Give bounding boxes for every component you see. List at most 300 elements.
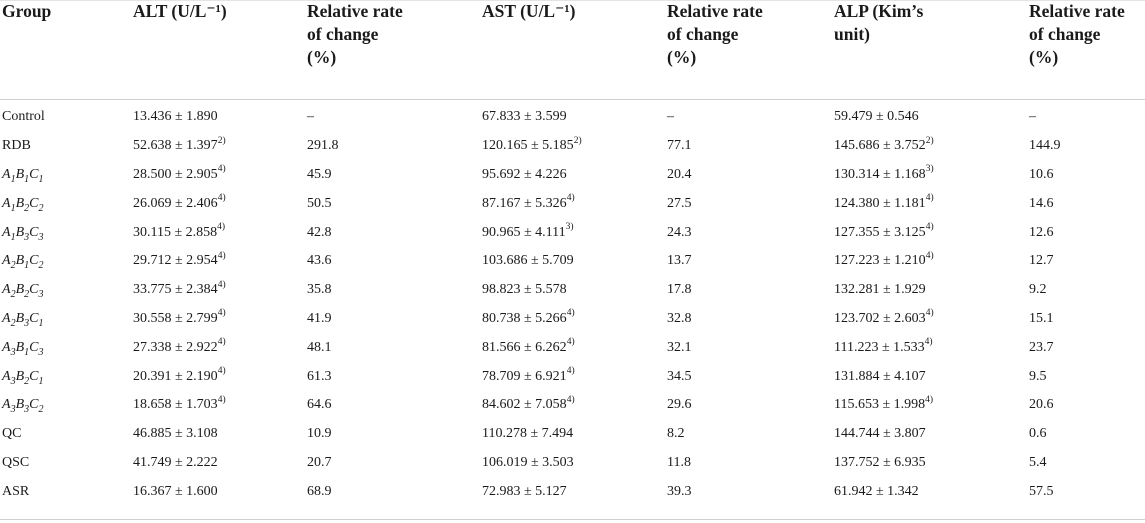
header-line: unit) xyxy=(834,24,870,44)
cell-value: 10.6 xyxy=(1029,166,1054,182)
header-alt xyxy=(133,0,307,100)
factor-letter: A xyxy=(2,282,11,298)
table-row xyxy=(0,218,1145,247)
cell-group xyxy=(0,276,133,305)
group-factors xyxy=(2,397,44,416)
cell-value: – xyxy=(667,109,674,125)
table-row xyxy=(0,276,1145,305)
cell-value: 59.479 ± 0.546 xyxy=(834,109,919,125)
cell-value: 106.019 ± 3.503 xyxy=(482,454,574,470)
cell-alt-rate xyxy=(307,247,482,276)
cell-value: 23.7 xyxy=(1029,339,1054,355)
cell-alt-rate xyxy=(307,189,482,218)
cell-ast xyxy=(482,477,667,506)
factor-level: 1 xyxy=(10,173,16,185)
cell-alt-rate xyxy=(307,305,482,334)
group-factors xyxy=(2,339,44,358)
factor-letter: A xyxy=(2,339,11,355)
factor-letter: B xyxy=(15,310,25,326)
factor-level: 1 xyxy=(24,260,30,272)
significance-note: 2) xyxy=(925,135,934,146)
cell-value: 0.6 xyxy=(1029,426,1047,442)
cell-alt xyxy=(133,391,307,420)
header-line: of change xyxy=(307,24,379,44)
cell-value: 13.7 xyxy=(667,253,692,269)
factor-level: 3 xyxy=(24,317,30,329)
significance-note: 4) xyxy=(217,279,226,290)
cell-group xyxy=(0,333,133,362)
cell-alt-rate xyxy=(307,333,482,362)
cell-alp-rate xyxy=(1029,333,1145,362)
group-factors xyxy=(2,253,44,272)
cell-alp xyxy=(834,247,1029,276)
cell-value: 115.653 ± 1.998 xyxy=(834,397,926,413)
cell-ast xyxy=(482,449,667,478)
cell-alp-rate xyxy=(1029,161,1145,190)
factor-letter: A xyxy=(2,310,11,326)
cell-value: 28.500 ± 2.905 xyxy=(133,166,218,182)
cell-alp xyxy=(834,189,1029,218)
cell-alp-rate xyxy=(1029,477,1145,506)
factor-level: 3 xyxy=(10,375,16,387)
significance-note: 4) xyxy=(566,193,575,204)
factor-level: 2 xyxy=(24,375,30,387)
cell-value: 32.1 xyxy=(667,339,692,355)
cell-value: 35.8 xyxy=(307,282,332,298)
cell-value: 20.6 xyxy=(1029,397,1054,413)
factor-level: 1 xyxy=(10,231,16,243)
cell-value: 45.9 xyxy=(307,166,332,182)
factor-level: 2 xyxy=(10,317,16,329)
cell-alp xyxy=(834,305,1029,334)
cell-value: 61.942 ± 1.342 xyxy=(834,483,919,499)
cell-value: 81.566 ± 6.262 xyxy=(482,339,567,355)
cell-value: 26.069 ± 2.406 xyxy=(133,195,218,211)
cell-alp-rate xyxy=(1029,276,1145,305)
significance-note: 4) xyxy=(217,308,226,319)
cell-value: 27.338 ± 2.922 xyxy=(133,339,218,355)
significance-note: 4) xyxy=(217,250,226,261)
cell-alp xyxy=(834,420,1029,449)
cell-group: Control xyxy=(2,109,45,125)
cell-ast-rate xyxy=(667,477,834,506)
cell-alp xyxy=(834,391,1029,420)
cell-alt-rate xyxy=(307,449,482,478)
factor-letter: C xyxy=(29,195,39,211)
factor-level: 1 xyxy=(10,202,16,214)
factor-level: 1 xyxy=(38,173,44,185)
cell-value: 127.355 ± 3.125 xyxy=(834,224,926,240)
factor-level: 3 xyxy=(10,404,16,416)
cell-alp-rate xyxy=(1029,218,1145,247)
cell-value: 137.752 ± 6.935 xyxy=(834,454,926,470)
header-line: (%) xyxy=(667,47,697,67)
factor-level: 2 xyxy=(24,202,30,214)
factor-level: 1 xyxy=(38,375,44,387)
cell-value: 41.749 ± 2.222 xyxy=(133,454,218,470)
cell-group xyxy=(0,161,133,190)
cell-value: 34.5 xyxy=(667,368,692,384)
cell-ast-rate xyxy=(667,247,834,276)
cell-value: 20.391 ± 2.190 xyxy=(133,368,218,384)
table-row xyxy=(0,100,1145,132)
header-line: (%) xyxy=(1029,47,1059,67)
cell-ast xyxy=(482,420,667,449)
cell-ast xyxy=(482,391,667,420)
significance-note: 4) xyxy=(217,164,226,175)
header-line: ALP (Kim’s xyxy=(834,1,924,21)
factor-letter: B xyxy=(15,224,25,240)
cell-ast-rate xyxy=(667,305,834,334)
cell-value: 95.692 ± 4.226 xyxy=(482,166,567,182)
cell-ast xyxy=(482,218,667,247)
table-row xyxy=(0,477,1145,506)
cell-value: 16.367 ± 1.600 xyxy=(133,483,218,499)
cell-alt-rate xyxy=(307,362,482,391)
cell-value: 144.9 xyxy=(1029,138,1061,154)
cell-alp-rate xyxy=(1029,132,1145,161)
cell-alp xyxy=(834,218,1029,247)
cell-value: 78.709 ± 6.921 xyxy=(482,368,567,384)
significance-note: 3) xyxy=(565,221,574,232)
cell-value: 24.3 xyxy=(667,224,692,240)
cell-value: 33.775 ± 2.384 xyxy=(133,282,218,298)
cell-value: 5.4 xyxy=(1029,454,1047,470)
header-line: ALT (U/L⁻¹) xyxy=(133,1,227,21)
factor-level: 2 xyxy=(10,288,16,300)
header-alp-rate xyxy=(1029,0,1145,100)
cell-value: 29.6 xyxy=(667,397,692,413)
cell-ast xyxy=(482,362,667,391)
cell-alt xyxy=(133,362,307,391)
cell-alt-rate xyxy=(307,161,482,190)
cell-group: RDB xyxy=(2,138,31,154)
significance-note: 4) xyxy=(566,308,575,319)
cell-value: 17.8 xyxy=(667,282,692,298)
cell-value: 14.6 xyxy=(1029,195,1054,211)
cell-value: 12.7 xyxy=(1029,253,1054,269)
cell-alt xyxy=(133,276,307,305)
cell-group xyxy=(0,189,133,218)
cell-value: 46.885 ± 3.108 xyxy=(133,426,218,442)
cell-group: QSC xyxy=(2,454,30,470)
significance-note: 4) xyxy=(217,221,226,232)
cell-alp xyxy=(834,161,1029,190)
cell-value: 57.5 xyxy=(1029,483,1054,499)
table-row xyxy=(0,333,1145,362)
cell-alp-rate xyxy=(1029,189,1145,218)
cell-value: 12.6 xyxy=(1029,224,1054,240)
cell-alt xyxy=(133,132,307,161)
factor-letter: B xyxy=(15,195,25,211)
cell-alt-rate xyxy=(307,477,482,506)
significance-note: 4) xyxy=(566,365,575,376)
factor-letter: B xyxy=(15,166,25,182)
factor-level: 1 xyxy=(38,317,44,329)
header-line: AST (U/L⁻¹) xyxy=(482,1,576,21)
cell-value: 13.436 ± 1.890 xyxy=(133,109,218,125)
cell-alt xyxy=(133,161,307,190)
cell-alt xyxy=(133,247,307,276)
factor-level: 3 xyxy=(38,346,44,358)
header-line: Relative rate xyxy=(307,1,403,21)
cell-value: 30.558 ± 2.799 xyxy=(133,310,218,326)
cell-alp xyxy=(834,362,1029,391)
cell-ast-rate xyxy=(667,189,834,218)
header-line: of change xyxy=(667,24,739,44)
cell-group: QC xyxy=(2,426,22,442)
cell-value: 52.638 ± 1.397 xyxy=(133,138,218,154)
significance-note: 4) xyxy=(217,337,226,348)
cell-value: 145.686 ± 3.752 xyxy=(834,138,926,154)
cell-value: 124.380 ± 1.181 xyxy=(834,195,926,211)
cell-value: 41.9 xyxy=(307,310,332,326)
cell-ast-rate xyxy=(667,333,834,362)
factor-level: 3 xyxy=(24,231,30,243)
factor-letter: C xyxy=(29,397,39,413)
cell-ast xyxy=(482,305,667,334)
factor-letter: B xyxy=(15,339,25,355)
cell-value: – xyxy=(1029,109,1036,125)
cell-alt-rate xyxy=(307,276,482,305)
factor-letter: C xyxy=(29,310,39,326)
factor-letter: B xyxy=(15,397,25,413)
cell-value: 10.9 xyxy=(307,426,332,442)
significance-note: 4) xyxy=(217,365,226,376)
factor-level: 2 xyxy=(24,288,30,300)
factor-level: 3 xyxy=(38,231,44,243)
significance-note: 2) xyxy=(573,135,582,146)
factor-letter: C xyxy=(29,282,39,298)
cell-ast-rate xyxy=(667,218,834,247)
cell-ast xyxy=(482,189,667,218)
cell-alp-rate xyxy=(1029,420,1145,449)
factor-letter: A xyxy=(2,224,11,240)
cell-value: 90.965 ± 4.111 xyxy=(482,224,566,240)
significance-note: 4) xyxy=(566,337,575,348)
significance-note: 4) xyxy=(925,394,934,405)
header-line: of change xyxy=(1029,24,1101,44)
factor-level: 2 xyxy=(38,202,44,214)
cell-alt xyxy=(133,100,307,132)
header-line: Relative rate xyxy=(1029,1,1125,21)
cell-alt xyxy=(133,333,307,362)
cell-alp-rate xyxy=(1029,247,1145,276)
factor-letter: C xyxy=(29,339,39,355)
header-ast-rate xyxy=(667,0,834,100)
table-row xyxy=(0,132,1145,161)
cell-alp xyxy=(834,276,1029,305)
cell-ast-rate xyxy=(667,420,834,449)
cell-ast-rate xyxy=(667,276,834,305)
cell-alt xyxy=(133,189,307,218)
cell-value: 15.1 xyxy=(1029,310,1054,326)
cell-alp-rate xyxy=(1029,305,1145,334)
factor-letter: B xyxy=(15,282,25,298)
cell-value: 61.3 xyxy=(307,368,332,384)
cell-value: 144.744 ± 3.807 xyxy=(834,426,926,442)
cell-ast xyxy=(482,247,667,276)
significance-note: 3) xyxy=(925,164,934,175)
cell-alt-rate xyxy=(307,132,482,161)
factor-level: 1 xyxy=(24,346,30,358)
cell-value: 11.8 xyxy=(667,454,691,470)
cell-value: 87.167 ± 5.326 xyxy=(482,195,567,211)
cell-value: 68.9 xyxy=(307,483,332,499)
cell-value: 18.658 ± 1.703 xyxy=(133,397,218,413)
cell-alp xyxy=(834,449,1029,478)
cell-value: 103.686 ± 5.709 xyxy=(482,253,574,269)
header-line: Group xyxy=(2,1,52,21)
top-rule xyxy=(0,0,1145,1)
cell-alp xyxy=(834,333,1029,362)
significance-note: 4) xyxy=(566,394,575,405)
significance-note: 2) xyxy=(217,135,226,146)
cell-value: 20.7 xyxy=(307,454,332,470)
cell-ast-rate xyxy=(667,391,834,420)
table-row xyxy=(0,305,1145,334)
cell-ast xyxy=(482,132,667,161)
cell-value: 67.833 ± 3.599 xyxy=(482,109,567,125)
cell-value: 84.602 ± 7.058 xyxy=(482,397,567,413)
header-alp xyxy=(834,0,1029,100)
cell-value: 8.2 xyxy=(667,426,685,442)
factor-letter: A xyxy=(2,253,11,269)
table-row xyxy=(0,362,1145,391)
cell-alp xyxy=(834,477,1029,506)
cell-value: 48.1 xyxy=(307,339,332,355)
cell-alt xyxy=(133,305,307,334)
cell-alp xyxy=(834,100,1029,132)
cell-value: 50.5 xyxy=(307,195,332,211)
cell-ast-rate xyxy=(667,100,834,132)
factor-letter: A xyxy=(2,195,11,211)
group-factors xyxy=(2,368,44,387)
factor-level: 2 xyxy=(38,260,44,272)
cell-value: – xyxy=(307,109,314,125)
factor-level: 2 xyxy=(38,404,44,416)
factor-letter: C xyxy=(29,368,39,384)
header-group xyxy=(0,0,133,100)
table-row xyxy=(0,449,1145,478)
significance-note: 4) xyxy=(925,221,934,232)
cell-alt xyxy=(133,449,307,478)
cell-value: 80.738 ± 5.266 xyxy=(482,310,567,326)
factor-letter: A xyxy=(2,397,11,413)
cell-value: 42.8 xyxy=(307,224,332,240)
cell-ast xyxy=(482,333,667,362)
cell-ast xyxy=(482,276,667,305)
significance-note: 4) xyxy=(925,250,934,261)
cell-value: 39.3 xyxy=(667,483,692,499)
cell-value: 111.223 ± 1.533 xyxy=(834,339,925,355)
cell-value: 123.702 ± 2.603 xyxy=(834,310,926,326)
cell-alt xyxy=(133,477,307,506)
significance-note: 4) xyxy=(217,394,226,405)
cell-value: 77.1 xyxy=(667,138,692,154)
cell-value: 98.823 ± 5.578 xyxy=(482,282,567,298)
group-factors xyxy=(2,310,44,329)
cell-value: 110.278 ± 7.494 xyxy=(482,426,574,442)
cell-value: 291.8 xyxy=(307,138,339,154)
table-body xyxy=(0,100,1145,507)
factor-letter: B xyxy=(15,368,25,384)
cell-alp-rate xyxy=(1029,391,1145,420)
cell-ast xyxy=(482,100,667,132)
table-row xyxy=(0,161,1145,190)
significance-note: 4) xyxy=(924,337,933,348)
table-row xyxy=(0,420,1145,449)
cell-value: 132.281 ± 1.929 xyxy=(834,282,926,298)
cell-value: 29.712 ± 2.954 xyxy=(133,253,218,269)
cell-value: 43.6 xyxy=(307,253,332,269)
cell-ast-rate xyxy=(667,132,834,161)
cell-value: 120.165 ± 5.185 xyxy=(482,138,574,154)
cell-alt xyxy=(133,420,307,449)
significance-note: 4) xyxy=(925,308,934,319)
header-ast xyxy=(482,0,667,100)
table-row xyxy=(0,189,1145,218)
table-row xyxy=(0,391,1145,420)
table-row xyxy=(0,247,1145,276)
cell-ast xyxy=(482,161,667,190)
factor-letter: C xyxy=(29,166,39,182)
cell-value: 130.314 ± 1.168 xyxy=(834,166,926,182)
factor-level: 3 xyxy=(10,346,16,358)
header-line: (%) xyxy=(307,47,337,67)
group-factors xyxy=(2,282,44,300)
factor-level: 3 xyxy=(24,404,30,416)
cell-ast-rate xyxy=(667,362,834,391)
cell-alp-rate xyxy=(1029,100,1145,132)
cell-ast-rate xyxy=(667,161,834,190)
table-header xyxy=(0,0,1145,100)
cell-group xyxy=(0,218,133,247)
cell-value: 32.8 xyxy=(667,310,692,326)
factor-level: 2 xyxy=(10,260,16,272)
cell-group xyxy=(0,362,133,391)
header-alt-rate xyxy=(307,0,482,100)
cell-value: 9.5 xyxy=(1029,368,1047,384)
cell-value: 20.4 xyxy=(667,166,692,182)
cell-group xyxy=(0,247,133,276)
factor-level: 1 xyxy=(24,173,30,185)
cell-alp-rate xyxy=(1029,362,1145,391)
header-row xyxy=(0,0,1145,100)
cell-alt-rate xyxy=(307,420,482,449)
header-line: Relative rate xyxy=(667,1,763,21)
significance-note: 4) xyxy=(217,193,226,204)
significance-note: 4) xyxy=(925,193,934,204)
factor-letter: A xyxy=(2,166,11,182)
group-factors xyxy=(2,224,44,243)
cell-value: 72.983 ± 5.127 xyxy=(482,483,567,499)
factor-letter: B xyxy=(15,253,25,269)
bottom-rule xyxy=(0,519,1145,520)
cell-value: 9.2 xyxy=(1029,282,1047,298)
cell-group xyxy=(0,391,133,420)
cell-value: 131.884 ± 4.107 xyxy=(834,368,926,384)
group-factors xyxy=(2,195,44,214)
factor-level: 3 xyxy=(38,288,44,300)
factor-letter: A xyxy=(2,368,11,384)
cell-alt-rate xyxy=(307,218,482,247)
cell-ast-rate xyxy=(667,449,834,478)
cell-value: 27.5 xyxy=(667,195,692,211)
cell-alp-rate xyxy=(1029,449,1145,478)
group-factors xyxy=(2,166,44,185)
cell-alp xyxy=(834,132,1029,161)
